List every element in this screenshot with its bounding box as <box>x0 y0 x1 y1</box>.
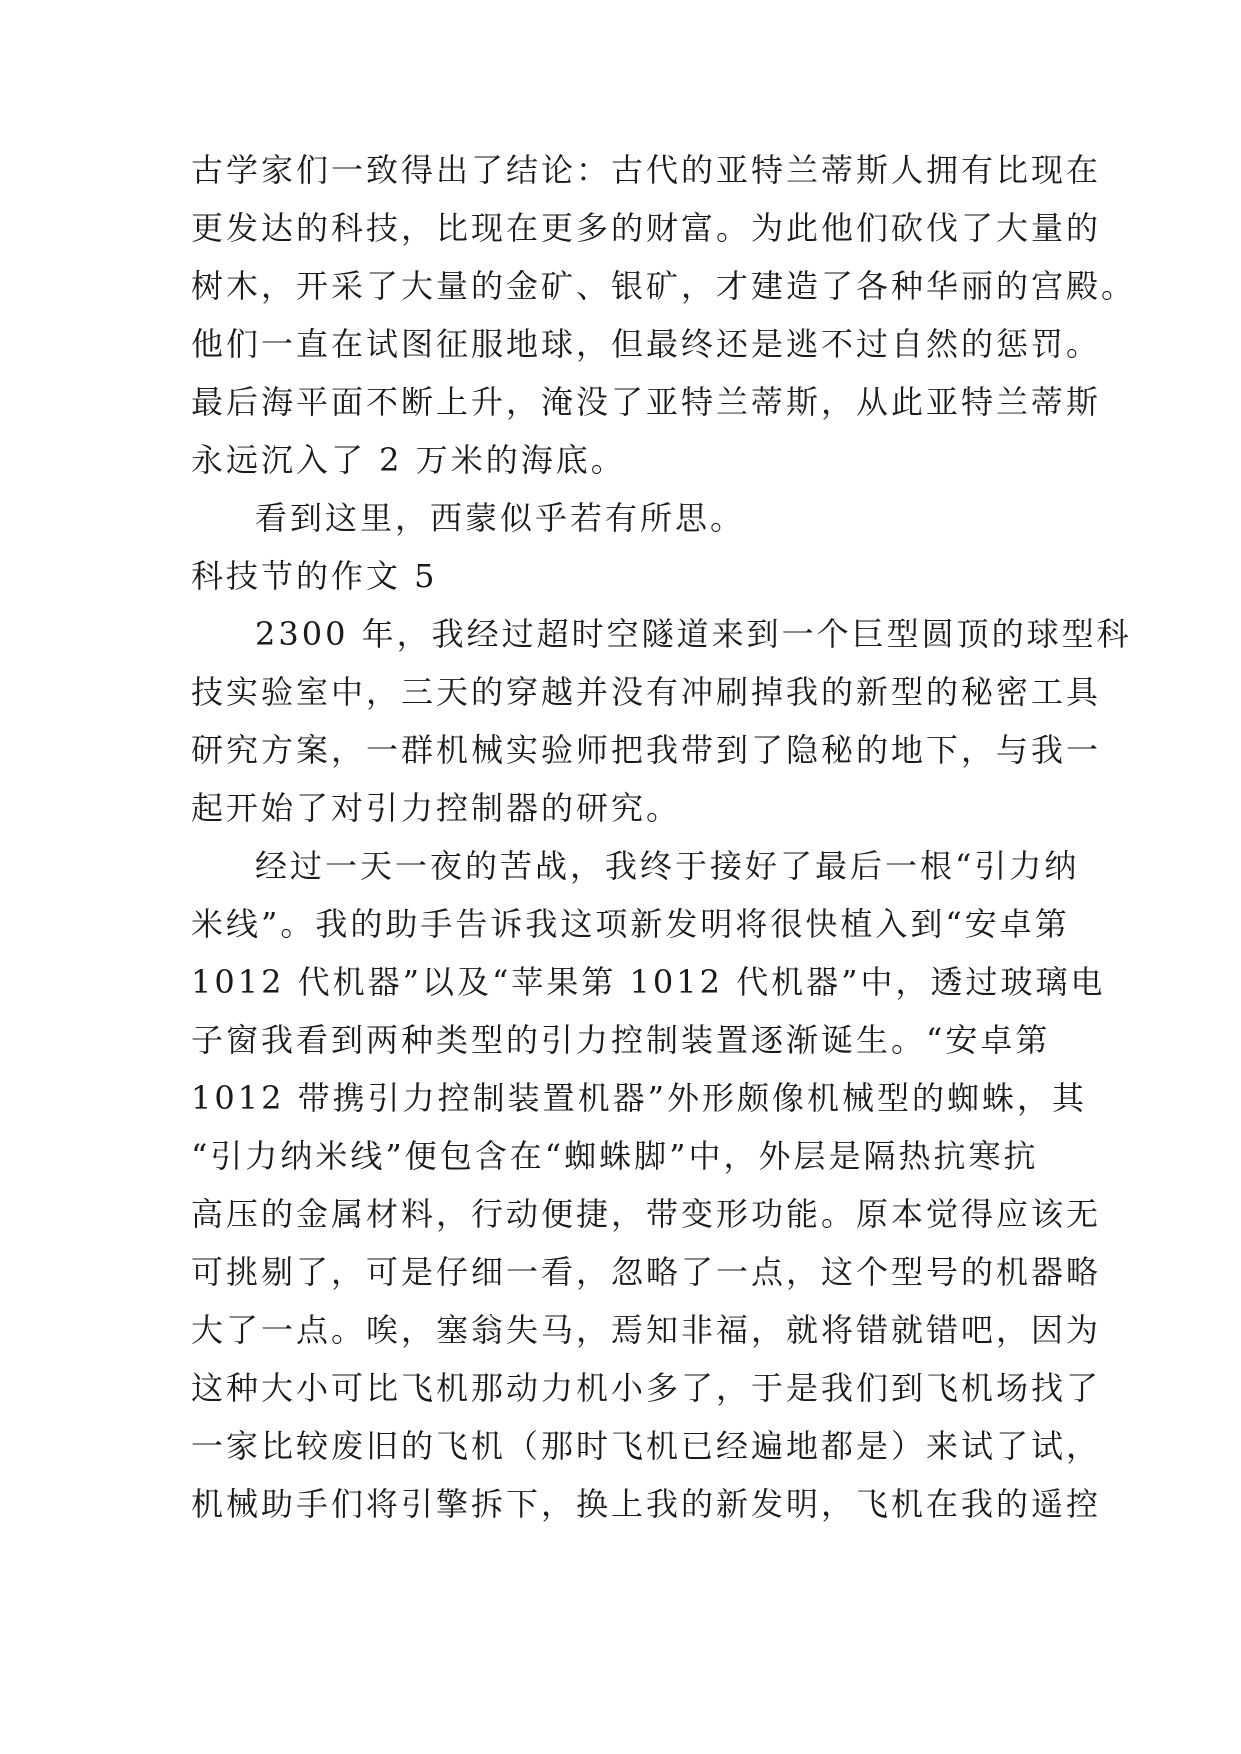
paragraph-line: 看到这里，西蒙似乎若有所思。 <box>255 499 746 537</box>
text-line: 他们一直在试图征服地球，但最终还是逃不过自然的惩罚。 <box>191 325 1102 363</box>
text-line: 高压的金属材料，行动便捷，带变形功能。原本觉得应该无 <box>191 1195 1102 1233</box>
paragraph-line: 经过一天一夜的苦战，我终于接好了最后一根“引力纳 <box>255 847 1080 885</box>
text-line: 1012 带携引力控制装置机器”外形颇像机械型的蜘蛛，其 <box>191 1079 1087 1117</box>
paragraph-line: 2300 年，我经过超时空隧道来到一个巨型圆顶的球型科 <box>255 615 1132 653</box>
text-line: 树木，开采了大量的金矿、银矿，才建造了各种华丽的宫殿。 <box>191 267 1137 305</box>
text-line: 米线”。我的助手告诉我这项新发明将很快植入到“安卓第 <box>191 905 1070 943</box>
text-line: 研究方案，一群机械实验师把我带到了隐秘的地下，与我一 <box>191 731 1102 769</box>
text-line: 更发达的科技，比现在更多的财富。为此他们砍伐了大量的 <box>191 209 1102 247</box>
text-line: 一家比较废旧的飞机（那时飞机已经遍地都是）来试了试， <box>191 1427 1102 1465</box>
text-line: 最后海平面不断上升，淹没了亚特兰蒂斯，从此亚特兰蒂斯 <box>191 383 1102 421</box>
section-heading: 科技节的作文 5 <box>191 557 438 595</box>
text-line: 可挑剔了，可是仔细一看，忽略了一点，这个型号的机器略 <box>191 1253 1102 1291</box>
text-line: 技实验室中，三天的穿越并没有冲刷掉我的新型的秘密工具 <box>191 673 1102 711</box>
text-line: “引力纳米线”便包含在“蜘蛛脚”中，外层是隔热抗寒抗 <box>191 1137 1039 1175</box>
text-line: 1012 代机器”以及“苹果第 1012 代机器”中，透过玻璃电 <box>191 963 1106 1001</box>
text-line: 大了一点。唉，塞翁失马，焉知非福，就将错就错吧，因为 <box>191 1311 1102 1349</box>
text-line: 子窗我看到两种类型的引力控制装置逐渐诞生。“安卓第 <box>191 1021 1051 1059</box>
text-line: 这种大小可比飞机那动力机小多了，于是我们到飞机场找了 <box>191 1369 1102 1407</box>
text-line: 永远沉入了 2 万米的海底。 <box>191 441 626 479</box>
text-line: 古学家们一致得出了结论：古代的亚特兰蒂斯人拥有比现在 <box>191 151 1102 189</box>
text-line: 机械助手们将引擎拆下，换上我的新发明，飞机在我的遥控 <box>191 1485 1102 1523</box>
text-line: 起开始了对引力控制器的研究。 <box>191 789 682 827</box>
